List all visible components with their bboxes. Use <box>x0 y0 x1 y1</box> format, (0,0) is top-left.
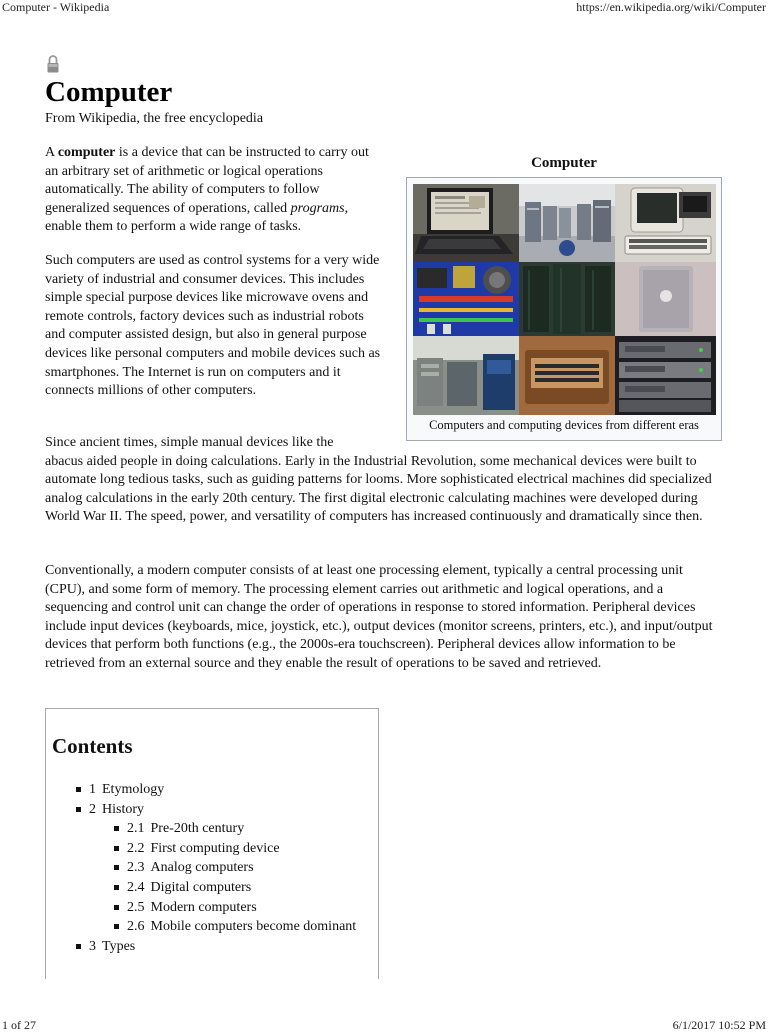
toc-number: 2.2 <box>127 840 145 856</box>
collage-supercomputer <box>519 262 615 336</box>
collage-mainframe-room <box>519 184 615 262</box>
intro-paragraph-4: Conventionally, a modern computer consists of at least one processing element, typically a central processing unit (CPU), and some form of memory. The processing element carries out arithmetic and logical operations, and a sequencing and control unit can change the order of operations in response to stored information. Peripheral devices include input devices (keyboards, mice, joystick, etc.), output devices (monitor screens, printers, etc.), and input/output devices that perform both functions (e.g., the 2000s-era touchscreen). Peripheral devices allow information to be retrieved from an external source and they enable the result of operations to be saved and retrieved. <box>45 563 713 671</box>
bullet <box>114 846 119 851</box>
browser-url[interactable]: https://en.wikipedia.org/wiki/Computer <box>576 0 766 14</box>
toc-item-types[interactable] <box>76 937 356 957</box>
toc-number: 2.4 <box>127 879 145 895</box>
text-run: , enable them to perform a wide range of tasks. <box>45 200 349 235</box>
page-counter: 1 of 27 <box>2 1018 36 1032</box>
toc-label: Pre-20th century <box>150 821 245 837</box>
toc-label: First computing device <box>150 840 280 856</box>
toc-item-first-computing-device[interactable] <box>76 839 356 859</box>
page-title: Computer <box>45 76 173 108</box>
infobox-title: Computer <box>531 155 597 171</box>
toc-number: 1 <box>89 782 96 797</box>
toc-item-etymology[interactable] <box>76 780 356 800</box>
bullet <box>114 826 119 831</box>
infobox-caption: Computers and computing devices from different eras <box>429 418 699 432</box>
bullet <box>76 787 81 792</box>
infobox-collage-image[interactable] <box>413 184 716 415</box>
bullet <box>76 944 81 949</box>
italic-term: programs <box>290 200 345 216</box>
toc-label: Digital computers <box>150 879 252 895</box>
collage-room-computer <box>413 336 519 415</box>
text-run: Since ancient times, simple manual devices like the <box>45 435 334 450</box>
toc-item-analog-computers[interactable] <box>76 858 356 878</box>
toc-item-modern-computers[interactable] <box>76 898 356 918</box>
bullet <box>76 807 81 812</box>
lock-icon[interactable] <box>47 54 59 73</box>
collage-desktop-tower <box>615 262 716 336</box>
infobox <box>406 177 722 441</box>
bold-term: computer <box>57 145 116 160</box>
toc-label: History <box>102 801 144 817</box>
text-run: abacus aided people in doing calculations. Early in the Industrial Revolution, some mechanical devices were built to automate long tedious tasks, such as guiding patterns for looms. More sophisticated electrical machines did specialized analog calculations in the early 20th century. The first digital electronic calculating machines were developed during World War II. The speed, power, and versatility of computers has increased continuously and dramatically since then. <box>45 453 712 525</box>
collage-terminal <box>615 184 716 262</box>
bullet <box>114 865 119 870</box>
print-datetime: 6/1/2017 10:52 PM <box>672 1018 766 1032</box>
toc-label: Mobile computers become dominant <box>150 919 357 935</box>
collage-laptop <box>413 184 519 262</box>
collage-server-rack <box>615 336 716 415</box>
toc-label: Etymology <box>102 782 165 797</box>
toc-number: 2.1 <box>127 821 145 837</box>
collage-vintage-computer <box>519 336 615 415</box>
intro-paragraph-1 <box>45 144 385 237</box>
toc-item-digital-computers[interactable] <box>76 878 356 898</box>
toc-list <box>76 780 356 956</box>
toc-item-pre-20th-century[interactable] <box>76 819 356 839</box>
text-run: A <box>45 145 58 160</box>
article-tagline: From Wikipedia, the free encyclopedia <box>45 111 264 126</box>
browser-tab-title: Computer - Wikipedia <box>2 0 110 14</box>
text-run: is a device that can be instructed to carry out an arbitrary set of arithmetic or logical operations automatically. The ability of computers to follow generalized sequences of operations, called <box>45 145 369 216</box>
intro-paragraph-3 <box>45 434 725 527</box>
collage-circuit-board <box>413 262 519 336</box>
toc-number: 2.6 <box>127 919 145 935</box>
bullet <box>114 924 119 929</box>
toc-number: 2 <box>89 801 96 817</box>
toc-number: 3 <box>89 938 96 954</box>
intro-paragraph-2: Such computers are used as control systems for a very wide variety of industrial and consumer devices. This includes simple special purpose devices like microwave ovens and remote controls, factory devices such as industrial robots and computer assisted design, but also in general purpose devices like personal computers and mobile devices such as smartphones. The Internet is run on computers and it connects millions of other computers. <box>45 253 381 399</box>
toc-title: Contents <box>52 734 133 758</box>
toc-label: Types <box>102 938 136 954</box>
toc-label: Analog computers <box>150 860 254 876</box>
bullet <box>114 885 119 890</box>
toc-item-mobile-computers[interactable] <box>76 917 356 937</box>
toc-label: Modern computers <box>150 899 257 915</box>
bullet <box>114 905 119 910</box>
toc-number: 2.5 <box>127 899 145 915</box>
table-of-contents <box>45 708 379 979</box>
toc-item-history[interactable] <box>76 800 356 820</box>
toc-number: 2.3 <box>127 860 145 876</box>
